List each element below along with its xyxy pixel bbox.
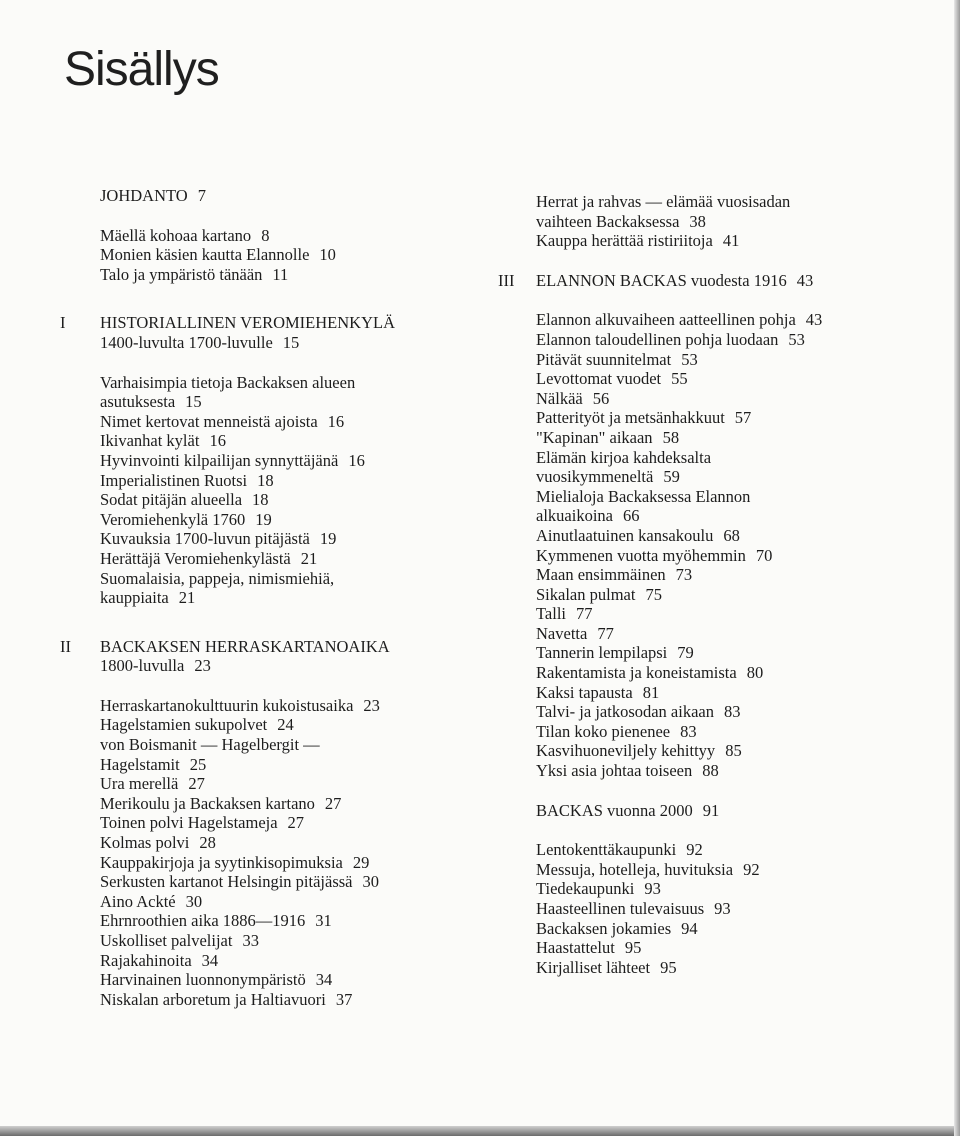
entry-page-number: 83 bbox=[724, 702, 741, 722]
section-numeral: II bbox=[60, 636, 71, 656]
toc-entry bbox=[536, 526, 886, 546]
entry-title: Patterityöt ja metsänhakkuut bbox=[536, 408, 725, 428]
toc-entry bbox=[100, 549, 450, 569]
section-4 bbox=[486, 801, 886, 978]
entry-title: kauppiaita bbox=[100, 588, 169, 608]
heading-line-1: HISTORIALLINEN VEROMIEHENKYLÄ bbox=[100, 313, 395, 333]
entry-title: Suomalaisia, pappeja, nimismiehiä, bbox=[100, 568, 335, 588]
entry-title: Herättäjä Veromiehenkylästä bbox=[100, 548, 291, 568]
entry-title: vuosikymmeneltä bbox=[536, 467, 654, 487]
entry-page-number: 16 bbox=[209, 431, 226, 451]
toc-entry bbox=[536, 350, 886, 370]
toc-entry bbox=[100, 471, 450, 491]
entry-page-number: 27 bbox=[324, 793, 342, 813]
toc-entry bbox=[536, 761, 886, 781]
toc-entry bbox=[100, 412, 450, 432]
entry-page-number: 21 bbox=[178, 588, 196, 608]
toc-entry bbox=[100, 392, 450, 412]
entry-title: Kasvihuoneviljely kehittyy bbox=[536, 741, 716, 761]
toc-entry bbox=[100, 588, 450, 608]
section-2-continued bbox=[486, 192, 886, 251]
entry-title: Elämän kirjoa kahdeksalta bbox=[536, 447, 712, 467]
toc-entry bbox=[536, 585, 886, 605]
entry-title: Hagelstamien sukupolvet bbox=[100, 715, 268, 735]
entry-page-number: 23 bbox=[363, 695, 380, 715]
toc-entry bbox=[536, 722, 886, 742]
toc-entry bbox=[100, 735, 450, 755]
section-heading bbox=[100, 637, 450, 676]
entry-page-number: 95 bbox=[624, 938, 642, 958]
entry-title: Herraskartanokulttuurin kukoistusaika bbox=[100, 695, 354, 715]
entry-title: asutuksesta bbox=[100, 392, 176, 412]
toc-right-column bbox=[486, 192, 886, 977]
entry-page-number: 18 bbox=[252, 490, 269, 510]
toc-entry bbox=[536, 958, 886, 978]
entry-page-number: 10 bbox=[319, 245, 336, 265]
entry-page-number: 73 bbox=[675, 565, 693, 585]
heading-line-2: 1800-luvulla bbox=[100, 656, 185, 676]
toc-entry bbox=[100, 755, 450, 775]
entry-page-number: 70 bbox=[755, 545, 773, 565]
entry-list bbox=[100, 696, 450, 1010]
toc-entry bbox=[536, 565, 886, 585]
entry-page-number: 88 bbox=[702, 761, 719, 781]
toc-left-column bbox=[50, 186, 450, 1009]
toc-entry bbox=[100, 833, 450, 853]
entry-page-number: 43 bbox=[805, 310, 823, 330]
toc-entry bbox=[100, 911, 450, 931]
entry-page-number: 93 bbox=[714, 899, 731, 918]
entry-title: Sikalan pulmat bbox=[536, 584, 636, 604]
entry-title: Serkusten kartanot Helsingin pitäjässä bbox=[100, 872, 353, 892]
entry-title: Pitävät suunnitelmat bbox=[536, 349, 672, 369]
entry-title: Niskalan arboretum ja Haltiavuori bbox=[100, 989, 326, 1009]
entry-title: Messuja, hotelleja, huvituksia bbox=[536, 859, 734, 879]
toc-entry bbox=[536, 840, 886, 860]
toc-entry bbox=[100, 970, 450, 990]
entry-title: Elannon taloudellinen pohja luodaan bbox=[536, 329, 779, 349]
toc-entry bbox=[100, 813, 450, 833]
toc-entry bbox=[536, 428, 886, 448]
entry-page-number: 19 bbox=[255, 509, 272, 529]
entry-title: Ehrnroothien aika 1886—1916 bbox=[100, 911, 306, 931]
entry-page-number: 21 bbox=[300, 548, 318, 568]
entry-title: Elannon alkuvaiheen aatteellinen pohja bbox=[536, 310, 796, 330]
entry-title: Rakentamista ja koneistamista bbox=[536, 663, 737, 683]
toc-entry bbox=[100, 931, 450, 951]
toc-entry bbox=[100, 696, 450, 716]
entry-title: Mäellä kohoaa kartano bbox=[100, 225, 252, 245]
entry-title: Toinen polvi Hagelstameja bbox=[100, 813, 278, 833]
toc-entry bbox=[536, 448, 886, 468]
section-numeral: I bbox=[60, 313, 66, 333]
entry-page-number: 59 bbox=[663, 467, 680, 487]
toc-entry bbox=[536, 310, 886, 330]
entry-page-number: 93 bbox=[644, 879, 661, 899]
entry-title: Lentokenttäkaupunki bbox=[536, 840, 677, 860]
entry-title: Ikivanhat kylät bbox=[100, 431, 200, 451]
entry-title: Kirjalliset lähteet bbox=[536, 957, 651, 977]
entry-title: Nimet kertovat menneistä ajoista bbox=[100, 411, 318, 431]
toc-entry bbox=[100, 853, 450, 873]
toc-entry bbox=[100, 794, 450, 814]
entry-title: Sodat pitäjän alueella bbox=[100, 490, 243, 510]
entry-page-number: 92 bbox=[686, 840, 703, 860]
page-number: 91 bbox=[702, 800, 720, 820]
toc-entry bbox=[100, 226, 450, 246]
page-edge-shadow bbox=[954, 0, 960, 1136]
toc-entry bbox=[100, 715, 450, 735]
entry-page-number: 37 bbox=[335, 989, 353, 1009]
toc-entry bbox=[100, 569, 450, 589]
entry-title: Imperialistinen Ruotsi bbox=[100, 470, 248, 490]
toc-entry bbox=[536, 330, 886, 350]
entry-page-number: 81 bbox=[642, 682, 660, 702]
entry-page-number: 57 bbox=[734, 408, 752, 428]
toc-entry bbox=[100, 373, 450, 393]
entry-page-number: 77 bbox=[597, 623, 614, 643]
entry-title: alkuaikoina bbox=[536, 506, 613, 526]
toc-entry bbox=[100, 892, 450, 912]
entry-page-number: 58 bbox=[662, 427, 680, 447]
entry-page-number: 15 bbox=[185, 392, 202, 412]
entry-page-number: 95 bbox=[660, 957, 677, 977]
entry-page-number: 27 bbox=[188, 774, 205, 794]
entry-title: Kauppakirjoja ja syytinkisopimuksia bbox=[100, 852, 343, 872]
entry-title: Kolmas polvi bbox=[100, 833, 190, 853]
entry-page-number: 25 bbox=[189, 754, 207, 774]
heading-line-1: BACKAKSEN HERRASKARTANOAIKA bbox=[100, 636, 390, 656]
toc-entry bbox=[536, 467, 886, 487]
entry-title: Rajakahinoita bbox=[100, 950, 192, 970]
entry-title: Merikoulu ja Backaksen kartano bbox=[100, 793, 315, 813]
toc-entry bbox=[536, 546, 886, 566]
toc-entry bbox=[536, 741, 886, 761]
entry-title: Haasteellinen tulevaisuus bbox=[536, 899, 705, 918]
section-3 bbox=[486, 271, 886, 781]
entry-title: Nälkää bbox=[536, 388, 583, 408]
toc-entry bbox=[536, 408, 886, 428]
section-1 bbox=[50, 313, 450, 607]
entry-title: Herrat ja rahvas — elämää vuosisadan bbox=[536, 192, 791, 211]
entry-page-number: 24 bbox=[277, 715, 294, 735]
entry-page-number: 66 bbox=[622, 506, 640, 526]
page-edge-shadow bbox=[0, 1126, 960, 1136]
entry-page-number: 80 bbox=[746, 663, 764, 683]
heading-text: BACKAS vuonna 2000 bbox=[536, 800, 693, 820]
toc-entry bbox=[536, 879, 886, 899]
entry-title: Levottomat vuodet bbox=[536, 369, 662, 389]
entry-title: Mielialoja Backaksessa Elannon bbox=[536, 486, 751, 506]
toc-entry bbox=[100, 872, 450, 892]
page-number: 7 bbox=[197, 186, 206, 205]
entry-page-number: 38 bbox=[689, 211, 706, 231]
entry-page-number: 53 bbox=[788, 329, 805, 349]
page-title: Sisällys bbox=[64, 43, 219, 96]
entry-title: Monien käsien kautta Elannolle bbox=[100, 245, 310, 265]
entry-title: Kaksi tapausta bbox=[536, 682, 633, 702]
entry-title: Backaksen jokamies bbox=[536, 918, 672, 938]
entry-page-number: 19 bbox=[319, 529, 337, 549]
entry-page-number: 11 bbox=[272, 264, 289, 284]
entry-page-number: 28 bbox=[199, 833, 216, 853]
entry-page-number: 68 bbox=[723, 525, 740, 545]
entry-title: Aino Ackté bbox=[100, 891, 176, 911]
entry-page-number: 16 bbox=[348, 450, 365, 470]
entry-page-number: 33 bbox=[242, 931, 259, 950]
section-numeral: III bbox=[498, 270, 515, 290]
section-heading bbox=[536, 801, 886, 821]
toc-entry bbox=[100, 265, 450, 285]
toc-entry bbox=[536, 212, 886, 232]
entry-page-number: 56 bbox=[592, 388, 610, 408]
heading-line-2: 1400-luvulta 1700-luvulle bbox=[100, 332, 273, 352]
entry-title: Talo ja ympäristö tänään bbox=[100, 264, 263, 284]
toc-entry bbox=[536, 860, 886, 880]
section-heading bbox=[100, 186, 450, 206]
entry-list bbox=[100, 226, 450, 285]
toc-entry bbox=[536, 369, 886, 389]
entry-title: "Kapinan" aikaan bbox=[536, 427, 653, 447]
entry-title: Yksi asia johtaa toiseen bbox=[536, 761, 693, 781]
entry-page-number: 8 bbox=[261, 225, 270, 245]
entry-page-number: 92 bbox=[743, 859, 760, 879]
entry-title: Veromiehenkylä 1760 bbox=[100, 509, 246, 529]
entry-title: Haastattelut bbox=[536, 938, 615, 958]
entry-title: Hagelstamit bbox=[100, 754, 180, 774]
toc-entry bbox=[536, 231, 886, 251]
entry-title: Maan ensimmäinen bbox=[536, 565, 666, 585]
toc-entry bbox=[536, 663, 886, 683]
entry-page-number: 75 bbox=[645, 584, 662, 604]
toc-entry bbox=[536, 604, 886, 624]
entry-title: Hyvinvointi kilpailijan synnyttäjänä bbox=[100, 450, 339, 470]
toc-entry bbox=[536, 899, 886, 919]
entry-title: Kymmenen vuotta myöhemmin bbox=[536, 545, 746, 565]
entry-title: Tiedekaupunki bbox=[536, 879, 635, 899]
entry-title: Talvi- ja jatkosodan aikaan bbox=[536, 702, 714, 722]
section-2 bbox=[50, 637, 450, 1010]
entry-page-number: 34 bbox=[201, 950, 219, 970]
entry-page-number: 27 bbox=[287, 813, 305, 833]
toc-entry bbox=[100, 510, 450, 530]
entry-list bbox=[100, 373, 450, 608]
entry-page-number: 77 bbox=[576, 604, 593, 624]
toc-entry bbox=[536, 487, 886, 507]
page-number: 43 bbox=[796, 270, 814, 290]
toc-entry bbox=[100, 431, 450, 451]
entry-title: Kuvauksia 1700-luvun pitäjästä bbox=[100, 529, 310, 549]
toc-entry bbox=[536, 938, 886, 958]
section-intro bbox=[50, 186, 450, 284]
toc-entry bbox=[536, 506, 886, 526]
page-number: 23 bbox=[194, 656, 211, 676]
entry-title: Tannerin lempilapsi bbox=[536, 643, 668, 663]
toc-entry bbox=[100, 451, 450, 471]
entry-title: Kauppa herättää ristiriitoja bbox=[536, 231, 713, 251]
toc-entry bbox=[536, 192, 886, 212]
heading-text: ELANNON BACKAS vuodesta 1916 bbox=[536, 270, 787, 290]
toc-entry bbox=[536, 624, 886, 644]
toc-entry bbox=[100, 990, 450, 1010]
entry-title: Uskolliset palvelijat bbox=[100, 931, 233, 950]
entry-title: Ainutlaatuinen kansakoulu bbox=[536, 525, 714, 545]
entry-list bbox=[536, 192, 886, 251]
entry-page-number: 30 bbox=[362, 872, 379, 892]
entry-title: Ura merellä bbox=[100, 774, 179, 794]
toc-entry bbox=[536, 919, 886, 939]
entry-page-number: 18 bbox=[257, 470, 274, 490]
entry-page-number: 30 bbox=[185, 891, 203, 911]
entry-title: Tilan koko pienenee bbox=[536, 721, 671, 741]
toc-entry bbox=[536, 683, 886, 703]
entry-page-number: 83 bbox=[680, 721, 697, 741]
entry-list bbox=[536, 310, 886, 780]
entry-page-number: 29 bbox=[352, 852, 370, 872]
entry-page-number: 31 bbox=[315, 911, 332, 931]
entry-page-number: 79 bbox=[677, 643, 694, 663]
page-number: 15 bbox=[282, 332, 300, 352]
section-heading bbox=[536, 271, 886, 291]
toc-entry bbox=[100, 490, 450, 510]
entry-page-number: 53 bbox=[681, 349, 698, 369]
toc-entry bbox=[536, 643, 886, 663]
section-heading bbox=[100, 313, 450, 352]
toc-entry bbox=[100, 951, 450, 971]
entry-title: von Boismanit — Hagelbergit — bbox=[100, 735, 320, 755]
toc-entry bbox=[100, 529, 450, 549]
entry-list bbox=[536, 840, 886, 977]
entry-page-number: 41 bbox=[722, 231, 740, 251]
toc-entry bbox=[536, 702, 886, 722]
entry-page-number: 85 bbox=[725, 741, 742, 761]
entry-title: vaihteen Backaksessa bbox=[536, 211, 680, 231]
toc-entry bbox=[100, 774, 450, 794]
entry-page-number: 55 bbox=[671, 369, 688, 389]
entry-title: Talli bbox=[536, 604, 567, 624]
entry-title: Varhaisimpia tietoja Backaksen alueen bbox=[100, 372, 356, 392]
entry-title: Navetta bbox=[536, 623, 588, 643]
entry-page-number: 16 bbox=[327, 411, 345, 431]
toc-entry bbox=[536, 389, 886, 409]
toc-entry bbox=[100, 245, 450, 265]
entry-page-number: 94 bbox=[681, 918, 698, 938]
entry-page-number: 34 bbox=[315, 970, 333, 990]
heading-text: JOHDANTO bbox=[100, 186, 188, 205]
entry-title: Harvinainen luonnonympäristö bbox=[100, 970, 306, 990]
